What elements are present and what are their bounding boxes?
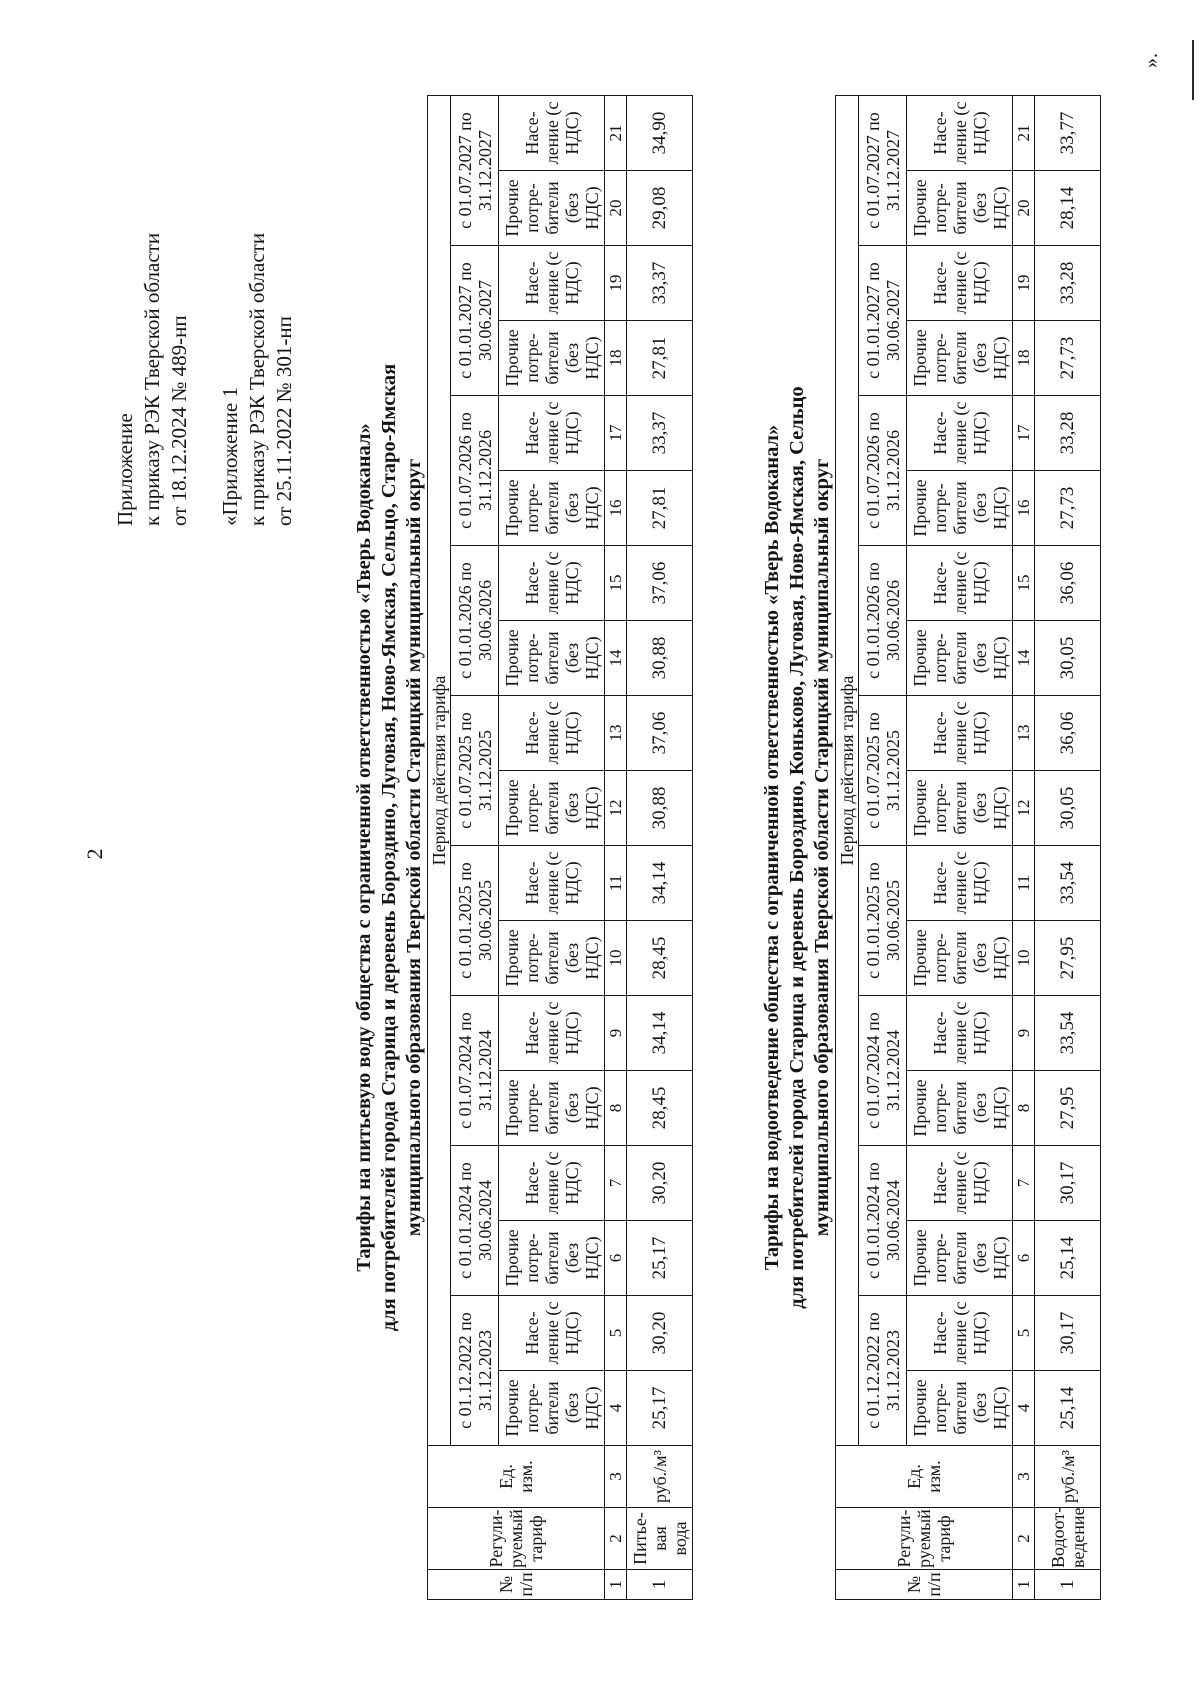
tariff-value: 34,14 <box>627 846 693 921</box>
column-number: 7 <box>1013 1146 1035 1221</box>
subheader-other-consumers: Прочие потре-бители (без НДС) <box>499 1221 605 1296</box>
subheader-other-consumers: Прочие потре-бители (без НДС) <box>499 771 605 846</box>
header-unit: Ед. изм. <box>428 1446 605 1508</box>
tariff-value: 27,73 <box>1035 321 1101 396</box>
tariff-value: 36,06 <box>1035 546 1101 621</box>
tariff-table <box>835 95 1101 1600</box>
column-number: 1 <box>1013 1570 1035 1600</box>
header-num: № п/п <box>428 1570 605 1600</box>
tariff-value: 25,14 <box>1035 1371 1101 1446</box>
column-number: 2 <box>1013 1508 1035 1570</box>
column-number: 16 <box>605 471 627 546</box>
tariff-value: 28,45 <box>627 921 693 996</box>
subheader-other-consumers: Прочие потре-бители (без НДС) <box>499 171 605 246</box>
tariff-value: 30,20 <box>627 1146 693 1221</box>
tariff-value: 33,77 <box>1035 95 1101 170</box>
tariff-value: 33,28 <box>1035 396 1101 471</box>
subheader-population: Насе-ление (с НДС) <box>907 696 1013 771</box>
column-number: 21 <box>1013 95 1035 170</box>
tariff-value: 33,54 <box>1035 996 1101 1071</box>
tariff-value: 27,95 <box>1035 921 1101 996</box>
column-number: 20 <box>1013 171 1035 246</box>
appendix-line: от 18.12.2024 № 489-нп <box>167 315 191 526</box>
title-line: для потребителей города Старица и деревень Бороздино, Луговая, Ново-Ямская, Сельцо, Старо-Ямская <box>378 363 400 1332</box>
tariff-value: 33,54 <box>1035 846 1101 921</box>
period-range: с 01.07.2027 по 31.12.2027 <box>451 95 499 245</box>
column-number: 13 <box>605 696 627 771</box>
tariff-value: 30,17 <box>1035 1146 1101 1221</box>
column-number: 15 <box>1013 546 1035 621</box>
tariff-value: 36,06 <box>1035 696 1101 771</box>
tariff-value: 30,88 <box>627 771 693 846</box>
subheader-other-consumers: Прочие потре-бители (без НДС) <box>907 171 1013 246</box>
tariff-value: 30,20 <box>627 1296 693 1371</box>
period-range: с 01.01.2025 по 30.06.2025 <box>859 846 907 996</box>
tariff-value: 30,17 <box>1035 1296 1101 1371</box>
subheader-population: Насе-ление (с НДС) <box>907 1296 1013 1371</box>
subheader-other-consumers: Прочие потре-бители (без НДС) <box>499 471 605 546</box>
subheader-other-consumers: Прочие потре-бители (без НДС) <box>907 1071 1013 1146</box>
column-number: 5 <box>1013 1296 1035 1371</box>
subheader-population: Насе-ление (с НДС) <box>499 95 605 170</box>
subheader-population: Насе-ление (с НДС) <box>907 846 1013 921</box>
tariff-name: Водоот-ведение <box>1035 1508 1101 1570</box>
column-number: 8 <box>605 1071 627 1146</box>
column-number: 6 <box>1013 1221 1035 1296</box>
tariff-value: 25,14 <box>1035 1221 1101 1296</box>
table-title <box>352 95 427 1600</box>
unit: руб./м³ <box>627 1446 693 1508</box>
column-number: 8 <box>1013 1071 1035 1146</box>
column-number: 1 <box>605 1570 627 1600</box>
subheader-other-consumers: Прочие потре-бители (без НДС) <box>499 921 605 996</box>
tariff-value: 33,37 <box>627 396 693 471</box>
tariff-value: 30,88 <box>627 621 693 696</box>
tariff-table-slot <box>427 95 693 1600</box>
subheader-other-consumers: Прочие потре-бители (без НДС) <box>499 1371 605 1446</box>
column-number: 12 <box>1013 771 1035 846</box>
period-range: с 01.12.2022 по 31.12.2023 <box>859 1296 907 1446</box>
subheader-other-consumers: Прочие потре-бители (без НДС) <box>907 1371 1013 1446</box>
header-tariff: Регули-руемый тариф <box>836 1508 1013 1570</box>
column-number: 18 <box>605 321 627 396</box>
tariff-table-slot <box>835 95 1101 1600</box>
tariff-value: 30,05 <box>1035 771 1101 846</box>
subheader-population: Насе-ление (с НДС) <box>499 996 605 1071</box>
period-range: с 01.01.2024 по 30.06.2024 <box>451 1146 499 1296</box>
column-number: 6 <box>605 1221 627 1296</box>
column-number: 20 <box>605 171 627 246</box>
tariff-value: 33,37 <box>627 246 693 321</box>
title-line: Тарифы на питьевую воду общества с ограниченной ответственностью «Тверь Водоканал» <box>353 423 375 1272</box>
subheader-population: Насе-ление (с НДС) <box>907 996 1013 1071</box>
column-number: 12 <box>605 771 627 846</box>
period-range: с 01.12.2022 по 31.12.2023 <box>451 1296 499 1446</box>
tariff-value: 37,06 <box>627 546 693 621</box>
column-number: 19 <box>605 246 627 321</box>
column-number: 13 <box>1013 696 1035 771</box>
subheader-population: Насе-ление (с НДС) <box>499 696 605 771</box>
tariff-value: 27,81 <box>627 471 693 546</box>
tariff-value: 25,17 <box>627 1221 693 1296</box>
subheader-population: Насе-ление (с НДС) <box>907 546 1013 621</box>
subheader-population: Насе-ление (с НДС) <box>499 1146 605 1221</box>
row-number: 1 <box>627 1570 693 1600</box>
column-number: 17 <box>605 396 627 471</box>
period-range: с 01.01.2026 по 30.06.2026 <box>451 546 499 696</box>
column-number: 19 <box>1013 246 1035 321</box>
period-range: с 01.01.2025 по 30.06.2025 <box>451 846 499 996</box>
column-number: 7 <box>605 1146 627 1221</box>
subheader-population: Насе-ление (с НДС) <box>499 246 605 321</box>
subheader-other-consumers: Прочие потре-бители (без НДС) <box>499 621 605 696</box>
tariff-value: 34,14 <box>627 996 693 1071</box>
period-range: с 01.01.2027 по 30.06.2027 <box>451 246 499 396</box>
appendix-line: к приказу РЭК Тверской области <box>140 232 164 526</box>
column-number: 9 <box>1013 996 1035 1071</box>
column-number: 14 <box>605 621 627 696</box>
title-line: муниципального образования Тверской области Старицкий муниципальный округ <box>811 458 833 1237</box>
tariff-value: 25,17 <box>627 1371 693 1446</box>
water-tariff-section <box>352 95 693 1600</box>
prior-appendix-line: «Приложение 1 <box>218 387 242 526</box>
tariff-value: 27,81 <box>627 321 693 396</box>
subheader-other-consumers: Прочие потре-бители (без НДС) <box>907 321 1013 396</box>
subheader-population: Насе-ление (с НДС) <box>499 546 605 621</box>
tariff-value: 33,28 <box>1035 246 1101 321</box>
period-range: с 01.01.2024 по 30.06.2024 <box>859 1146 907 1296</box>
period-range: с 01.07.2026 по 31.12.2026 <box>859 396 907 546</box>
appendix-note <box>112 233 298 526</box>
subheader-other-consumers: Прочие потре-бители (без НДС) <box>907 471 1013 546</box>
period-range: с 01.01.2027 по 30.06.2027 <box>859 246 907 396</box>
column-number: 16 <box>1013 471 1035 546</box>
subheader-population: Насе-ление (с НДС) <box>907 1146 1013 1221</box>
column-number: 15 <box>605 546 627 621</box>
column-number: 21 <box>605 95 627 170</box>
column-number: 9 <box>605 996 627 1071</box>
title-line: Тарифы на водоотведение общества с ограниченной ответственностью «Тверь Водоканал» <box>761 424 783 1271</box>
appendix-line: Приложение <box>113 413 137 526</box>
subheader-population: Насе-ление (с НДС) <box>499 1296 605 1371</box>
subheader-other-consumers: Прочие потре-бители (без НДС) <box>907 771 1013 846</box>
column-number: 17 <box>1013 396 1035 471</box>
subheader-population: Насе-ление (с НДС) <box>499 396 605 471</box>
period-range: с 01.07.2025 по 31.12.2025 <box>451 696 499 846</box>
period-range: с 01.07.2027 по 31.12.2027 <box>859 95 907 245</box>
tariff-name: Питье-вая вода <box>627 1508 693 1570</box>
period-range: с 01.07.2024 по 31.12.2024 <box>859 996 907 1146</box>
tariff-value: 27,73 <box>1035 471 1101 546</box>
period-range: с 01.01.2026 по 30.06.2026 <box>859 546 907 696</box>
header-tariff: Регули-руемый тариф <box>428 1508 605 1570</box>
title-line: муниципального образования Тверской области Старицкий муниципальный округ <box>403 458 425 1237</box>
column-number: 4 <box>1013 1371 1035 1446</box>
title-line: для потребителей города Старица и деревень Бороздино, Коньково, Луговая, Ново-Ямская, Сельцо <box>786 386 808 1309</box>
tariff-value: 27,95 <box>1035 1071 1101 1146</box>
header-period: Период действия тарифа <box>836 95 859 1445</box>
subheader-other-consumers: Прочие потре-бители (без НДС) <box>907 1221 1013 1296</box>
subheader-other-consumers: Прочие потре-бители (без НДС) <box>907 621 1013 696</box>
column-number: 10 <box>1013 921 1035 996</box>
subheader-other-consumers: Прочие потре-бители (без НДС) <box>499 321 605 396</box>
tariff-table <box>427 95 693 1600</box>
column-number: 5 <box>605 1296 627 1371</box>
column-number: 3 <box>605 1446 627 1508</box>
column-number: 14 <box>1013 621 1035 696</box>
column-number: 10 <box>605 921 627 996</box>
row-number: 1 <box>1035 1570 1101 1600</box>
column-number: 4 <box>605 1371 627 1446</box>
subheader-population: Насе-ление (с НДС) <box>907 246 1013 321</box>
header-unit: Ед. изм. <box>836 1446 1013 1508</box>
period-range: с 01.07.2026 по 31.12.2026 <box>451 396 499 546</box>
header-num: № п/п <box>836 1570 1013 1600</box>
column-number: 2 <box>605 1508 627 1570</box>
header-period: Период действия тарифа <box>428 95 451 1445</box>
period-range: с 01.07.2025 по 31.12.2025 <box>859 696 907 846</box>
tariff-value: 34,90 <box>627 95 693 170</box>
page-number: 2 <box>82 848 107 860</box>
column-number: 11 <box>1013 846 1035 921</box>
subheader-population: Насе-ление (с НДС) <box>499 846 605 921</box>
tariff-value: 29,08 <box>627 171 693 246</box>
column-number: 3 <box>1013 1446 1035 1508</box>
subheader-other-consumers: Прочие потре-бители (без НДС) <box>499 1071 605 1146</box>
sewage-tariff-section <box>760 95 1101 1600</box>
tariff-value: 37,06 <box>627 696 693 771</box>
unit: руб./м³ <box>1035 1446 1101 1508</box>
subheader-population: Насе-ление (с НДС) <box>907 95 1013 170</box>
subheader-other-consumers: Прочие потре-бители (без НДС) <box>907 921 1013 996</box>
tariff-value: 28,14 <box>1035 171 1101 246</box>
tariff-value: 30,05 <box>1035 621 1101 696</box>
period-range: с 01.07.2024 по 31.12.2024 <box>451 996 499 1146</box>
column-number: 18 <box>1013 321 1035 396</box>
table-title <box>760 95 835 1600</box>
column-number: 11 <box>605 846 627 921</box>
subheader-population: Насе-ление (с НДС) <box>907 396 1013 471</box>
tariff-value: 28,45 <box>627 1071 693 1146</box>
closing-quote: ». <box>1140 53 1162 68</box>
prior-appendix-line: от 25.11.2022 № 301-нп <box>272 316 296 526</box>
prior-appendix-line: к приказу РЭК Тверской области <box>245 232 269 526</box>
